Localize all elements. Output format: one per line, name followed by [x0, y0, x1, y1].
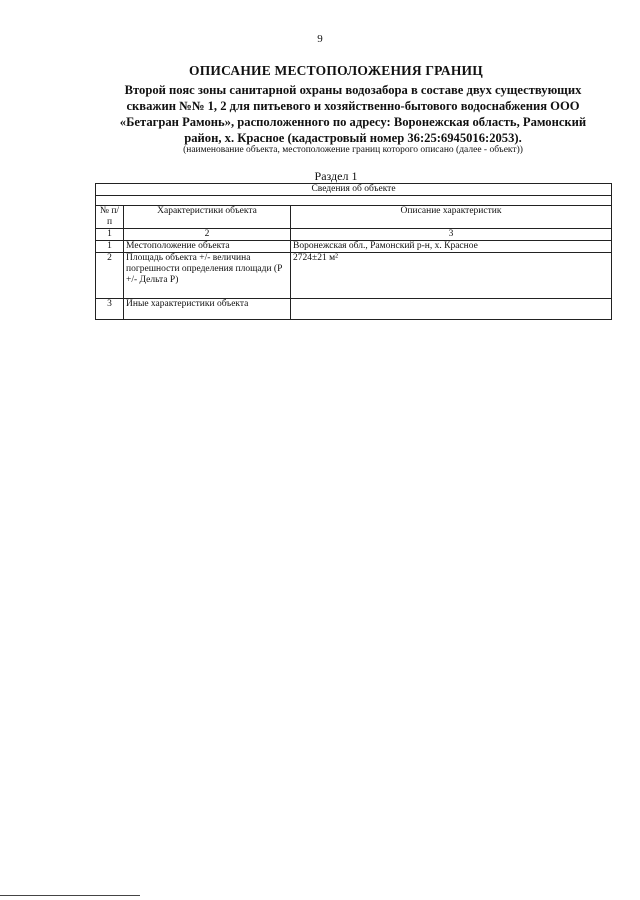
- row-description: [291, 299, 612, 320]
- column-number-1: 1: [96, 229, 124, 241]
- table-row: [96, 253, 612, 299]
- row-description: Воронежская обл., Рамонский р-н, х. Красное: [291, 241, 612, 253]
- table-spacer-cell: [96, 196, 612, 206]
- table-caption: Сведения об объекте: [96, 184, 612, 196]
- column-number-2: 2: [124, 229, 291, 241]
- row-number: 2: [96, 253, 124, 299]
- row-number: 1: [96, 241, 124, 253]
- row-description: 2724±21 м²: [291, 253, 612, 299]
- column-header-number: № п/п: [96, 206, 124, 229]
- column-number-3: 3: [291, 229, 612, 241]
- subtitle-note: (наименование объекта, местоположение границ которого описано (далее - объект)): [183, 145, 523, 155]
- page-number: 9: [317, 33, 323, 45]
- table-caption-row: [96, 184, 612, 196]
- row-characteristic: Иные характеристики объекта: [124, 299, 291, 320]
- section-label: Раздел 1: [314, 169, 358, 183]
- column-number-row: [96, 229, 612, 241]
- document-title: ОПИСАНИЕ МЕСТОПОЛОЖЕНИЯ ГРАНИЦ: [189, 63, 483, 78]
- object-info-table-wrapper: [95, 183, 611, 320]
- column-header-characteristic: Характеристики объекта: [124, 206, 291, 229]
- table-row: [96, 241, 612, 253]
- table-header-row: [96, 206, 612, 229]
- row-characteristic: Площадь объекта +/- величина погрешности определения площади (Р +/- Дельта Р): [124, 253, 291, 299]
- table-spacer-row: [96, 196, 612, 206]
- table-row: [96, 299, 612, 320]
- document-subtitle: Второй пояс зоны санитарной охраны водозабора в составе двух существующих скважин №№ 1, 2 для питьевого и хозяйственно-бытового водоснабжения ООО «Бетагран Рамонь», расположенного по адресу: Воронежская область, Рамонский район, х. Красное (кадастровый номер 36:25:6945016:2053).: [119, 83, 587, 145]
- row-characteristic: Местоположение объекта: [124, 241, 291, 253]
- row-number: 3: [96, 299, 124, 320]
- object-info-table: [95, 183, 612, 320]
- footer-rule: [0, 895, 140, 896]
- column-header-description: Описание характеристик: [291, 206, 612, 229]
